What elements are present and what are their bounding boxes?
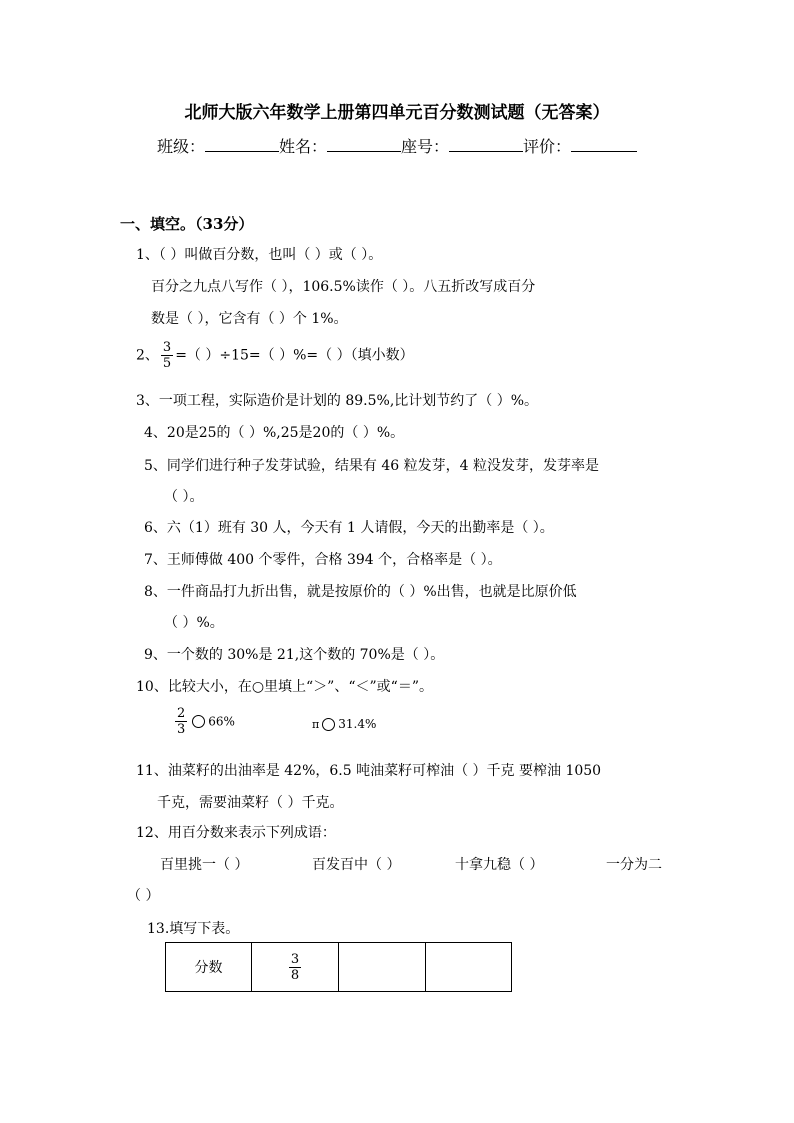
fraction	[289, 952, 301, 983]
table-row-label: 分数	[166, 943, 252, 992]
question-2-number: 2、	[136, 347, 159, 364]
idiom-1: 百里挑一（ ）	[160, 857, 249, 873]
question-6: 6、六（1）班有 30 人，今天有 1 人请假，今天的出勤率是（ ）。	[144, 520, 554, 536]
question-1-line2: 百分之九点八写作（ ），106.5%读作（ ）。八五折改写成百分	[151, 279, 536, 295]
fraction-denominator: 8	[290, 967, 300, 983]
compare-circle[interactable]	[322, 718, 335, 731]
question-1-line1: 1、（ ）叫做百分数，也叫（ ）或（ ）。	[136, 247, 383, 263]
fill-table	[165, 942, 512, 992]
seat-blank[interactable]	[449, 136, 523, 152]
eval-label: 评价：	[523, 137, 572, 156]
eval-blank[interactable]	[571, 136, 637, 152]
table-cell	[252, 943, 339, 992]
compare-value: 31.4%	[338, 717, 377, 731]
question-3: 3、一项工程，实际造价是计划的 89.5%,比计划节约了（ ）%。	[136, 393, 539, 409]
fraction-numerator: 3	[162, 340, 172, 355]
question-1-line3: 数是（ ），它含有（ ）个 1%。	[151, 311, 348, 327]
pi-symbol: π	[312, 718, 320, 731]
question-7: 7、王师傅做 400 个零件，合格 394 个，合格率是（ ）。	[144, 552, 502, 568]
question-11-line2: 千克，需要油菜籽（ ）千克。	[157, 795, 344, 811]
fraction	[161, 340, 173, 371]
question-10-line1: 10、比较大小，在○里填上“＞”、“＜”或“＝”。	[136, 679, 433, 695]
class-label: 班级：	[157, 137, 206, 156]
compare-item-b	[312, 716, 376, 732]
question-9: 9、一个数的 30%是 21,这个数的 70%是（ ）。	[144, 647, 445, 663]
question-5-line1: 5、同学们进行种子发芽试验，结果有 46 粒发芽，4 粒没发芽，发芽率是	[144, 458, 599, 474]
idiom-3: 十拿九稳（ ）	[455, 857, 544, 873]
question-11-line1: 11、油菜籽的出油率是 42%，6.5 吨油菜籽可榨油（ ）千克 要榨油 1050	[136, 763, 602, 779]
table-row	[166, 943, 512, 992]
fraction-numerator: 3	[290, 951, 300, 967]
idiom-4-blank: （ ）	[127, 888, 160, 904]
fraction-denominator: 5	[162, 356, 172, 371]
section-heading: 一、填空。（33分）	[120, 215, 254, 233]
compare-item-a	[173, 706, 235, 737]
question-12-line1: 12、用百分数来表示下列成语：	[136, 825, 336, 841]
name-blank[interactable]	[327, 136, 401, 152]
fraction-numerator: 2	[177, 706, 186, 721]
table-cell-empty[interactable]	[426, 943, 512, 992]
student-info-line	[157, 134, 637, 157]
name-label: 姓名：	[279, 137, 328, 156]
compare-circle[interactable]	[192, 715, 205, 728]
seat-label: 座号：	[401, 137, 450, 156]
question-2-text: =（ ）÷15=（ ）%=（ ）（填小数）	[175, 347, 414, 364]
question-8-line1: 8、一件商品打九折出售，就是按原价的（ ）%出售，也就是比原价低	[144, 584, 577, 600]
question-2	[136, 340, 414, 371]
compare-value: 66%	[208, 714, 235, 729]
table-cell-empty[interactable]	[339, 943, 426, 992]
class-blank[interactable]	[205, 136, 279, 152]
fraction-denominator: 3	[177, 722, 186, 737]
page-title: 北师大版六年数学上册第四单元百分数测试题（无答案）	[184, 103, 610, 123]
idiom-2: 百发百中（ ）	[312, 857, 401, 873]
question-8-line2: （ ）%。	[164, 615, 224, 631]
question-5-line2: （ ）。	[164, 489, 204, 505]
idiom-4: 一分为二	[606, 857, 662, 873]
question-13-line1: 13.填写下表。	[147, 921, 240, 937]
question-4: 4、20是25的（ ）%,25是20的（ ）%。	[144, 425, 405, 441]
fraction	[175, 706, 187, 737]
